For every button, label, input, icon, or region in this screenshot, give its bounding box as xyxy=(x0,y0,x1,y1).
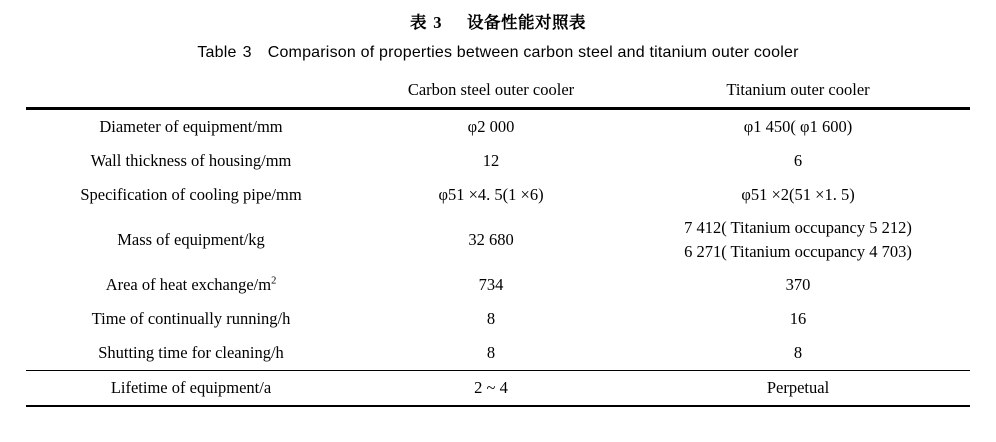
caption-en-label: Table xyxy=(197,44,237,61)
row-value-titanium: φ51 ×2(51 ×1. 5) xyxy=(741,185,855,204)
row-value-titanium: 8 xyxy=(793,343,803,362)
row-label: Specification of cooling pipe/mm xyxy=(80,185,302,204)
row-value-titanium: 370 xyxy=(785,275,811,294)
row-value-carbon: 32 680 xyxy=(468,230,514,249)
table-row xyxy=(26,212,970,268)
row-label-superscript: 2 xyxy=(271,275,277,287)
caption-cn-number: 3 xyxy=(433,13,442,32)
row-label-text: Area of heat exchange/m xyxy=(105,275,272,294)
column-header-carbon-steel: Carbon steel outer cooler xyxy=(407,80,575,99)
row-label: Mass of equipment/kg xyxy=(117,230,265,249)
row-label xyxy=(26,268,356,302)
table-caption-chinese xyxy=(0,9,996,33)
row-value-carbon: φ51 ×4. 5(1 ×6) xyxy=(438,185,544,204)
table-row xyxy=(26,144,970,178)
column-header-titanium: Titanium outer cooler xyxy=(726,80,870,99)
caption-en-number: 3 xyxy=(242,44,252,61)
table-row xyxy=(26,178,970,212)
table-row xyxy=(26,302,970,336)
properties-comparison-table xyxy=(26,75,970,407)
row-label: Lifetime of equipment/a xyxy=(110,378,272,397)
table-row xyxy=(26,110,970,144)
row-label: Diameter of equipment/mm xyxy=(99,117,283,136)
table-header-row xyxy=(26,75,970,108)
table-caption-english xyxy=(0,44,996,62)
caption-cn-text: 设备性能对照表 xyxy=(466,13,586,32)
row-value-titanium: 16 xyxy=(789,309,807,328)
table-row xyxy=(26,371,970,406)
column-header-property xyxy=(26,75,356,108)
row-value-carbon: 12 xyxy=(482,151,500,170)
row-label: Wall thickness of housing/mm xyxy=(90,151,292,170)
row-value-titanium: φ1 450( φ1 600) xyxy=(743,117,853,136)
row-value-carbon: φ2 000 xyxy=(467,117,515,136)
caption-en-text: Comparison of properties between carbon steel and titanium outer cooler xyxy=(267,44,799,61)
row-value-titanium: 6 xyxy=(793,151,803,170)
row-value-titanium: Perpetual xyxy=(766,378,830,397)
row-value-titanium-line2: 6 271( Titanium occupancy 4 703) xyxy=(684,242,912,261)
row-value-titanium-line1: 7 412( Titanium occupancy 5 212) xyxy=(684,218,912,237)
row-value-carbon: 8 xyxy=(486,309,496,328)
row-value-carbon: 2 ~ 4 xyxy=(474,378,508,397)
table-rule-bottom xyxy=(26,406,970,407)
row-label: Time of continually running/h xyxy=(91,309,291,328)
table-row xyxy=(26,268,970,302)
row-label: Shutting time for cleaning/h xyxy=(98,343,284,362)
document-page xyxy=(0,9,996,442)
row-value-carbon: 8 xyxy=(486,343,496,362)
row-value-titanium xyxy=(626,212,970,268)
caption-cn-label: 表 xyxy=(410,13,427,32)
table-row xyxy=(26,336,970,371)
row-value-carbon: 734 xyxy=(478,275,504,294)
